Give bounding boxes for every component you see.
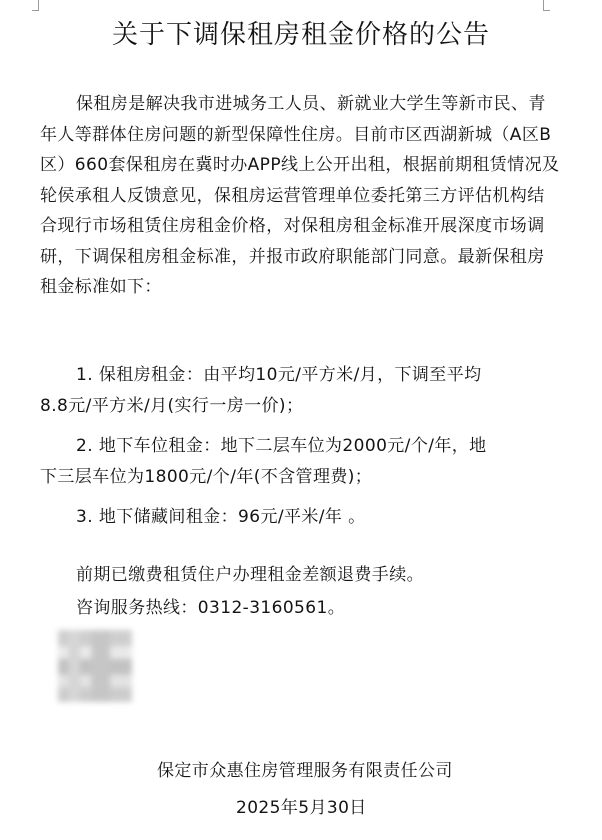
- refund-note: 前期已缴费租赁住户办理租金差额退费手续。: [76, 565, 424, 585]
- list-item-continuation: 下三层车位为1800元/个/年(不含管理费)；: [40, 466, 373, 487]
- intro-paragraph: 保租房是解决我市进城务工人员、新就业大学生等新市民、青年人等群体住房问题的新型保障性住房。目前市区西湖新城（A区B区）660套保租房在冀时办APP线上公开出租，根据前期租赁情况及轮侯承租人反馈意见，保租房运营管理单位委托第三方评估机构结合现行市场租赁住房租金价格，对保租房租金标准开展深度市场调研，下调保租房租金标准，并报市政府职能部门同意。最新保租房租金标准如下：: [40, 94, 560, 297]
- service-hotline: 咨询服务热线：0312-3160561。: [76, 598, 346, 618]
- rent-standards-list: [40, 360, 560, 543]
- page-corner-mark-right: [543, 0, 550, 11]
- notice-title: 关于下调保租房租金价格的公告: [111, 20, 490, 50]
- list-item: [40, 502, 560, 533]
- list-item-line: 1. 保租房租金：由平均10元/平方米/月，下调至平均: [76, 365, 482, 385]
- list-item: [40, 431, 560, 492]
- list-item: [40, 360, 560, 421]
- list-item-line: 2. 地下车位租金：地下二层车位为2000元/个/年，地: [76, 436, 487, 456]
- page-corner-mark-left: [32, 0, 39, 11]
- blurred-qr-code-icon: [58, 630, 132, 702]
- signature-organization: 保定市众惠住房管理服务有限责任公司: [157, 761, 453, 781]
- list-item-line: 3. 地下储藏间租金：96元/平米/年 。: [76, 507, 366, 527]
- signature-date: 2025年5月30日: [236, 798, 367, 818]
- list-item-continuation: 8.8元/平方米/月(实行一房一价)；: [40, 395, 304, 416]
